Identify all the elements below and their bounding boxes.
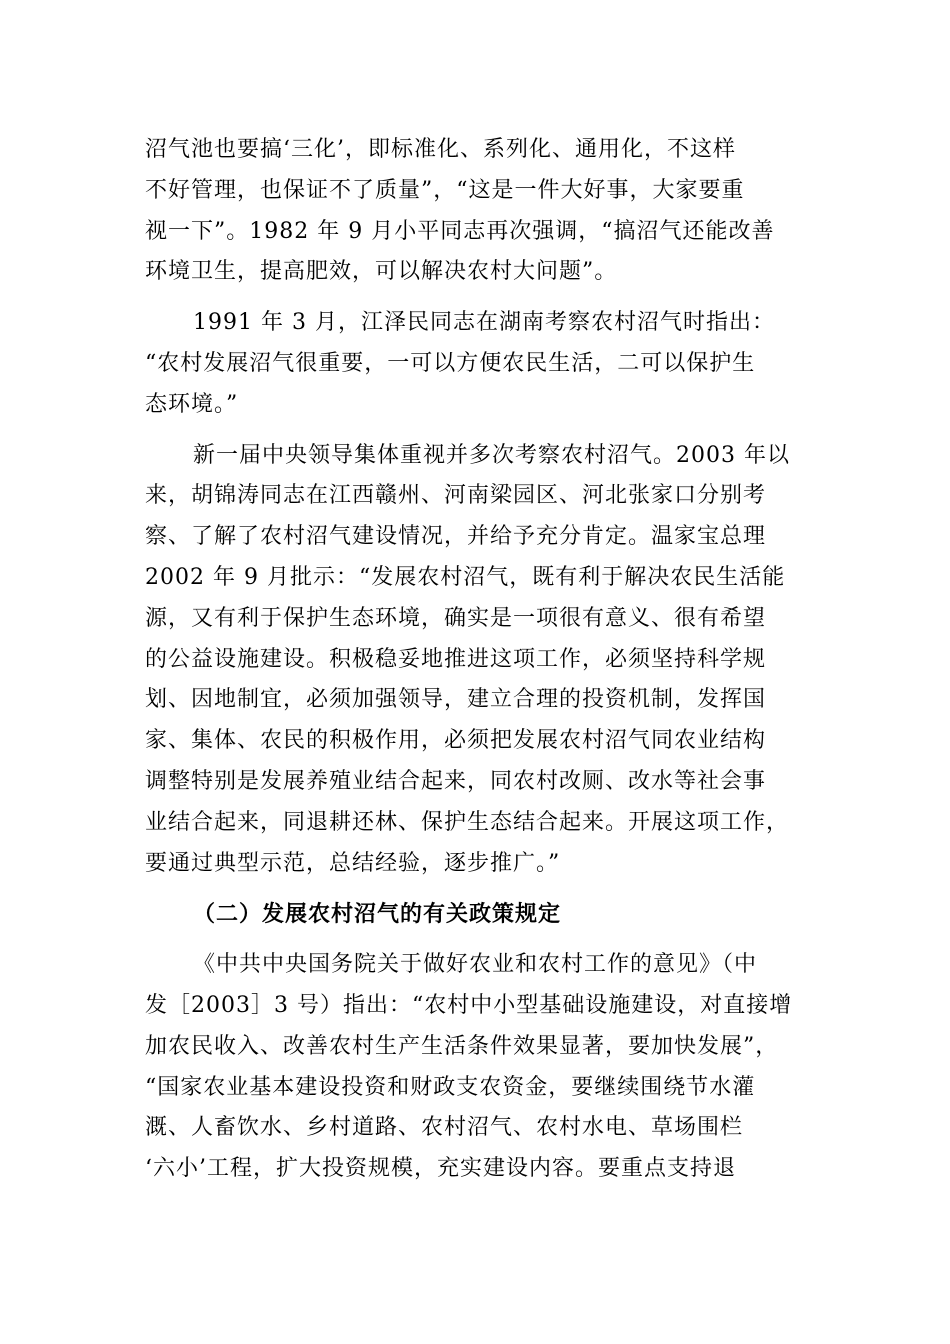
section-heading: （二）发展农村沼气的有关政策规定	[193, 901, 562, 928]
text-line: 察、了解了农村沼气建设情况，并给予充分肯定。温家宝总理	[145, 524, 767, 550]
text-line: 加农民收入、改善农村生产生活条件效果显著，要加快发展”，	[145, 1033, 779, 1059]
text-line: 的公益设施建设。积极稳妥地推进这项工作，必须坚持科学规	[145, 646, 767, 672]
text-line: 划、因地制宜，必须加强领导，建立合理的投资机制，发挥国	[145, 687, 767, 713]
text-line: 新一届中央领导集体重视并多次考察农村沼气。2003 年以	[193, 442, 790, 468]
text-line: 溉、人畜饮水、乡村道路、农村沼气、农村水电、草场围栏	[145, 1115, 744, 1141]
text-line: 环境卫生，提高肥效，可以解决农村大问题”。	[145, 259, 618, 285]
text-line: 来，胡锦涛同志在江西赣州、河南梁园区、河北张家口分别考	[145, 483, 767, 509]
text-line: 业结合起来，同退耕还林、保护生态结合起来。开展这项工作，	[145, 809, 790, 835]
text-line: 2002 年 9 月批示：“发展农村沼气，既有利于解决农民生活能	[145, 564, 786, 590]
text-line: 发［2003］3 号）指出：“农村中小型基础设施建设，对直接增	[145, 992, 793, 1018]
text-line: 家、集体、农民的积极作用，必须把发展农村沼气同农业结构	[145, 728, 767, 754]
text-line: 要通过典型示范，总结经验，逐步推广。”	[145, 850, 561, 876]
text-line: 1991 年 3 月，江泽民同志在湖南考察农村沼气时指出：	[193, 310, 775, 336]
text-line: 调整特别是发展养殖业结合起来，同农村改厕、改水等社会事	[145, 768, 767, 794]
body-text	[145, 130, 817, 1190]
paragraph-4	[145, 945, 817, 1190]
text-line: 视一下”。1982 年 9 月小平同志再次强调，“搞沼气还能改善	[145, 218, 775, 244]
text-line: 态环境。”	[145, 391, 239, 417]
text-line: 不好管理，也保证不了质量”，“这是一件大好事，大家要重	[145, 177, 745, 203]
paragraph-2	[145, 303, 817, 425]
text-line: 沼气池也要搞‘三化’，即标准化、系列化、通用化，不这样	[145, 137, 736, 162]
paragraph-3	[145, 436, 817, 885]
text-line: 《中共中央国务院关于做好农业和农村工作的意见》（中	[193, 952, 758, 978]
text-line: “国家农业基本建设投资和财政支农资金，要继续围绕节水灌	[145, 1074, 756, 1100]
paragraph-1	[145, 130, 817, 293]
text-line: 源，又有利于保护生态环境，确实是一项很有意义、很有希望	[145, 605, 767, 631]
text-line: “农村发展沼气很重要，一可以方便农民生活，二可以保护生	[145, 350, 756, 376]
text-line: ‘六小’工程，扩大投资规模，充实建设内容。要重点支持退	[145, 1156, 736, 1182]
